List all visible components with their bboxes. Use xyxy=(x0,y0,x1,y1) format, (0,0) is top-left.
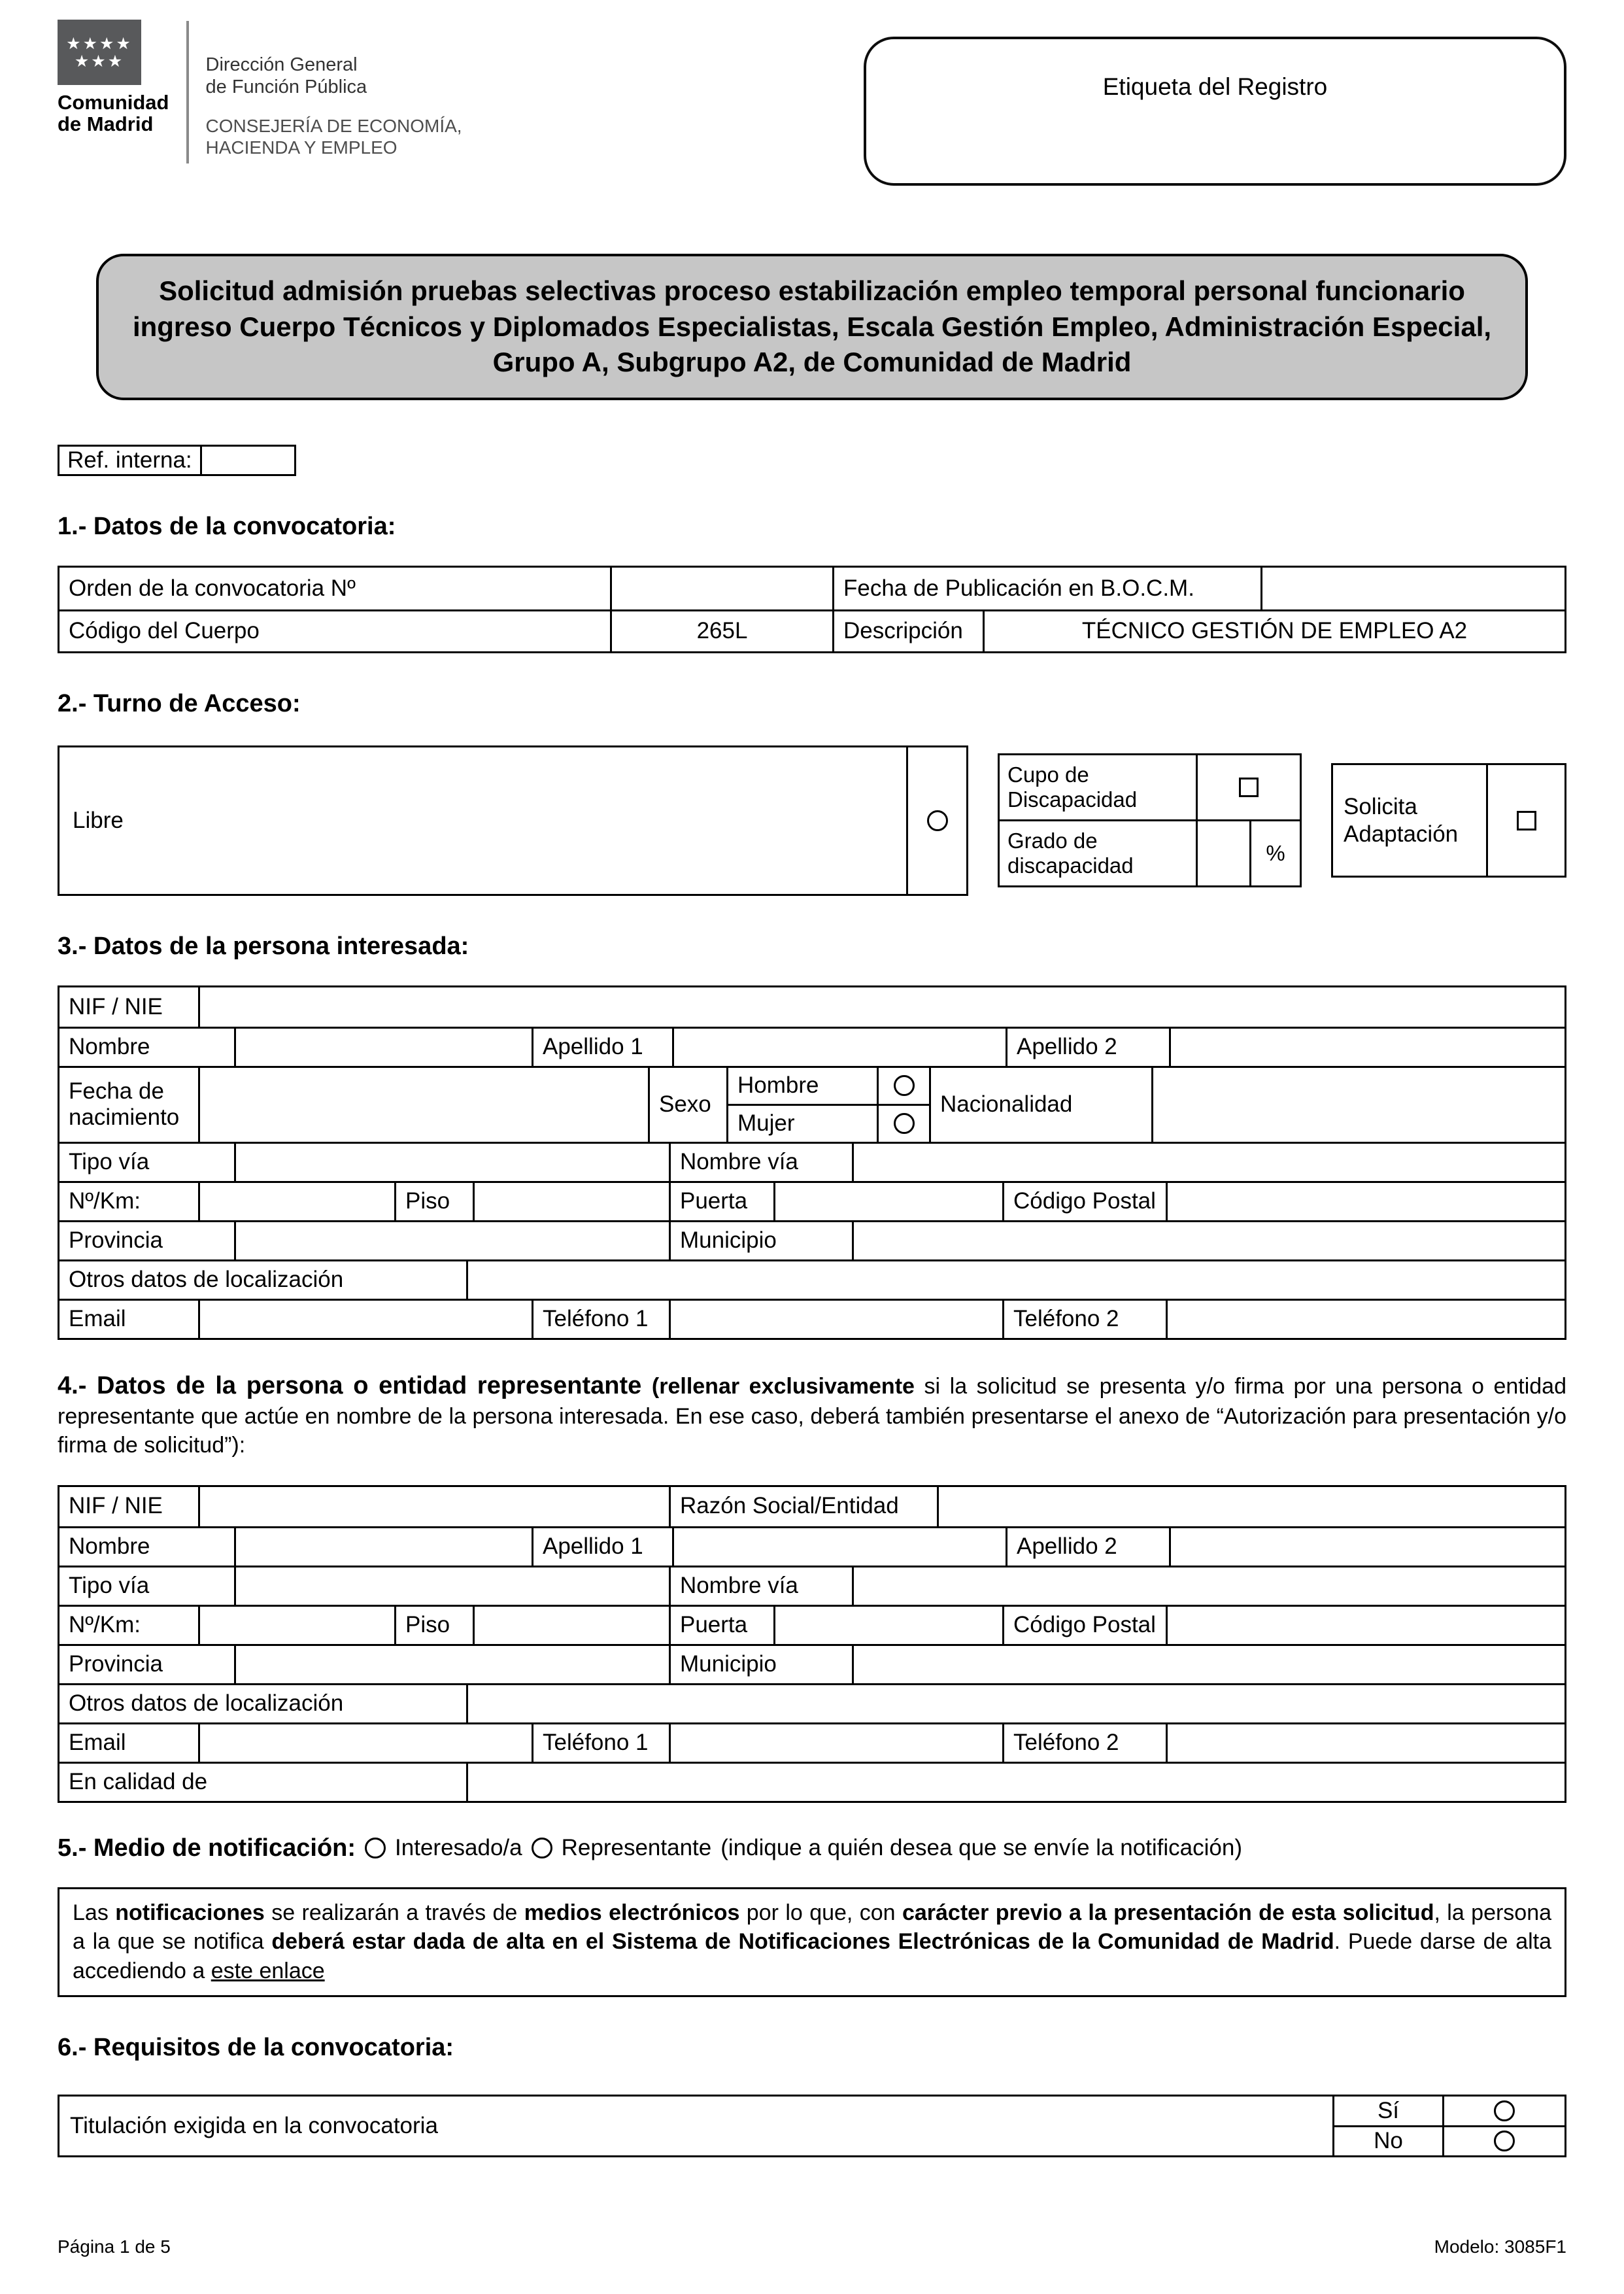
brand-name xyxy=(58,92,169,135)
titulacion-options xyxy=(1332,2097,1565,2155)
label-sexo-hombre: Hombre xyxy=(737,1072,819,1099)
input-s4-municipio[interactable] xyxy=(852,1646,1565,1683)
notificaciones-notice-box: Las notificaciones se realizarán a través de medios electrónicos por lo que, con carácter previo a la presentación de esta solicitud, la persona a la que se notifica deberá estar dada de alta en el Sistema de Notificaciones Electrónicas de la Comunidad de Madrid. Puede darse de alta accediendo a este enlace xyxy=(58,1887,1566,1998)
label-s3-apellido2: Apellido 2 xyxy=(1006,1029,1169,1066)
persona-interesada-table xyxy=(58,985,1566,1340)
input-s3-telefono1[interactable] xyxy=(669,1301,1002,1338)
input-s3-telefono2[interactable] xyxy=(1166,1301,1565,1338)
label-s4-email: Email xyxy=(69,1729,126,1755)
input-s3-fecha-nacimiento[interactable] xyxy=(198,1068,648,1142)
section-5-line xyxy=(58,1834,1566,1862)
registry-label-box xyxy=(864,37,1566,186)
solicita-adaptacion-box xyxy=(1331,763,1566,878)
row-titulacion-si xyxy=(1334,2097,1565,2125)
input-s3-nif[interactable] xyxy=(198,987,1565,1027)
input-s3-tipo-via[interactable] xyxy=(234,1144,669,1181)
input-s3-apellido2[interactable] xyxy=(1169,1029,1565,1066)
label-fecha-publicacion: Fecha de Publicación en B.O.C.M. xyxy=(832,568,1260,609)
brand-line-2: de Madrid xyxy=(58,112,154,136)
row-orden-fecha xyxy=(59,568,1565,609)
label-s3-fecha-nacimiento: Fecha de nacimiento xyxy=(69,1078,180,1131)
row-s3-numero xyxy=(59,1181,1565,1220)
row-s4-otros xyxy=(59,1683,1565,1722)
value-codigo-cuerpo: 265L xyxy=(610,611,832,651)
label-s3-municipio: Municipio xyxy=(669,1222,852,1259)
convocatoria-table xyxy=(58,566,1566,653)
page-footer xyxy=(58,2236,1566,2257)
label-no: No xyxy=(1374,2128,1403,2154)
input-ref-interna[interactable] xyxy=(200,447,294,474)
label-s3-apellido1: Apellido 1 xyxy=(532,1029,672,1066)
link-este-enlace[interactable]: este enlace xyxy=(211,1959,325,1984)
cell-checkbox-adaptacion xyxy=(1486,765,1565,876)
row-codigo-descripcion xyxy=(59,609,1565,651)
label-cupo-discapacidad: Cupo de Discapacidad xyxy=(1007,762,1138,812)
section-3-heading: 3.- Datos de la persona interesada: xyxy=(58,932,469,960)
section-5-heading: 5.- Medio de notificación: xyxy=(58,1834,356,1862)
input-s4-piso[interactable] xyxy=(473,1607,669,1644)
label-si: Sí xyxy=(1377,2097,1400,2123)
brand-line-1: Comunidad xyxy=(58,91,169,114)
input-s4-apellido1[interactable] xyxy=(672,1528,1006,1566)
input-s3-nombre[interactable] xyxy=(234,1029,532,1066)
checkbox-solicita-adaptacion[interactable] xyxy=(1517,811,1536,830)
label-s4-provincia: Provincia xyxy=(69,1651,163,1677)
label-s3-email: Email xyxy=(69,1306,126,1332)
row-s4-provincia xyxy=(59,1644,1565,1683)
cell-checkbox-cupo xyxy=(1196,755,1300,819)
input-s3-nacionalidad[interactable] xyxy=(1151,1068,1565,1142)
label-s3-nombre: Nombre xyxy=(69,1034,150,1060)
label-s4-en-calidad: En calidad de xyxy=(69,1768,208,1794)
page-number: Página 1 de 5 xyxy=(58,2236,171,2257)
label-s4-num-km: Nº/Km: xyxy=(69,1611,141,1637)
row-s4-nif xyxy=(59,1487,1565,1526)
row-s4-via xyxy=(59,1566,1565,1605)
cell-radio-mujer xyxy=(877,1106,929,1142)
input-s4-nif[interactable] xyxy=(198,1487,669,1526)
label-s3-puerta: Puerta xyxy=(669,1183,773,1220)
row-s3-contacto xyxy=(59,1299,1565,1338)
input-s3-puerta[interactable] xyxy=(773,1183,1002,1220)
label-s3-num-km: Nº/Km: xyxy=(69,1188,141,1214)
form-title: Solicitud admisión pruebas selectivas proceso estabilización empleo temporal personal funcionario ingreso Cuerpo Técnicos y Diplomados Especialistas, Escala Gestión Empleo, Administración Especial, Grupo A, Subgrupo A2, de Comunidad de Madrid xyxy=(96,254,1528,400)
label-s3-nombre-via: Nombre vía xyxy=(669,1144,852,1181)
label-s3-nif: NIF / NIE xyxy=(69,993,163,1019)
label-codigo-cuerpo: Código del Cuerpo xyxy=(69,618,260,644)
input-s4-apellido2[interactable] xyxy=(1169,1528,1565,1566)
input-s4-tipo-via[interactable] xyxy=(234,1567,669,1605)
input-s4-email[interactable] xyxy=(198,1724,532,1762)
input-grado-discapacidad[interactable] xyxy=(1196,821,1249,885)
row-grado xyxy=(1000,819,1300,885)
label-s3-telefono2: Teléfono 2 xyxy=(1002,1301,1166,1338)
input-s4-telefono1[interactable] xyxy=(669,1724,1002,1762)
flag-stars-bottom: ★★★ xyxy=(74,52,125,71)
input-s4-num-km[interactable] xyxy=(198,1607,394,1644)
input-s3-codigo-postal[interactable] xyxy=(1166,1183,1565,1220)
label-s3-tipo-via: Tipo vía xyxy=(69,1149,150,1175)
ref-interna-label: Ref. interna: xyxy=(67,447,192,473)
cell-radio-libre xyxy=(906,747,966,894)
label-s4-nif: NIF / NIE xyxy=(69,1493,163,1519)
row-s3-nacimiento-sexo xyxy=(59,1066,1565,1142)
label-turno-libre: Libre xyxy=(73,807,124,833)
input-s3-piso[interactable] xyxy=(473,1183,669,1220)
label-s3-codigo-postal: Código Postal xyxy=(1002,1183,1166,1220)
input-s3-otros-datos[interactable] xyxy=(466,1261,1565,1299)
radio-titulacion-no[interactable] xyxy=(1494,2131,1515,2151)
radio-sexo-hombre[interactable] xyxy=(894,1075,915,1096)
input-s3-apellido1[interactable] xyxy=(672,1029,1006,1066)
radio-turno-libre[interactable] xyxy=(927,810,948,831)
row-s4-contacto xyxy=(59,1722,1565,1762)
row-cupo xyxy=(1000,755,1300,819)
label-s4-tipo-via: Tipo vía xyxy=(69,1572,150,1598)
input-s4-nombre-via[interactable] xyxy=(852,1567,1565,1605)
label-s3-sexo: Sexo xyxy=(648,1068,726,1142)
comunidad-madrid-logo xyxy=(58,20,169,135)
row-s3-provincia xyxy=(59,1220,1565,1259)
input-s3-num-km[interactable] xyxy=(198,1183,394,1220)
representante-table xyxy=(58,1485,1566,1803)
org-consejeria-line2: HACIENDA Y EMPLEO xyxy=(205,137,398,158)
section-2-heading: 2.- Turno de Acceso: xyxy=(58,689,301,717)
cupo-discapacidad-box xyxy=(998,753,1302,887)
notificacion-hint: (indique a quién desea que se envíe la notificación) xyxy=(720,1835,1243,1861)
cell-radio-hombre xyxy=(877,1068,929,1104)
label-s3-provincia: Provincia xyxy=(69,1227,163,1254)
input-s3-municipio[interactable] xyxy=(852,1222,1565,1259)
label-s4-puerta: Puerta xyxy=(669,1607,773,1644)
row-s4-nombre xyxy=(59,1526,1565,1566)
input-s4-otros-datos[interactable] xyxy=(466,1685,1565,1722)
label-s4-telefono1: Teléfono 1 xyxy=(532,1724,669,1762)
label-s3-nacionalidad: Nacionalidad xyxy=(929,1068,1151,1142)
ref-interna-box xyxy=(58,445,296,476)
section-6-heading: 6.- Requisitos de la convocatoria: xyxy=(58,2034,454,2062)
label-s4-nombre-via: Nombre vía xyxy=(669,1567,852,1605)
model-number: Modelo: 3085F1 xyxy=(1434,2236,1566,2257)
row-s3-otros xyxy=(59,1259,1565,1299)
label-s4-municipio: Municipio xyxy=(669,1646,852,1683)
label-s4-apellido1: Apellido 1 xyxy=(532,1528,672,1566)
input-s4-razon-social[interactable] xyxy=(937,1487,1565,1526)
org-block xyxy=(206,54,462,159)
input-s4-codigo-postal[interactable] xyxy=(1166,1607,1565,1644)
label-s4-telefono2: Teléfono 2 xyxy=(1002,1724,1166,1762)
label-sexo-mujer: Mujer xyxy=(737,1110,795,1137)
label-s4-apellido2: Apellido 2 xyxy=(1006,1528,1169,1566)
row-s3-via xyxy=(59,1142,1565,1181)
label-descripcion: Descripción xyxy=(832,611,983,651)
org-direccion-line1: Dirección General xyxy=(205,54,358,75)
input-s3-email[interactable] xyxy=(198,1301,532,1338)
label-s4-piso: Piso xyxy=(394,1607,473,1644)
page-header xyxy=(58,20,1566,186)
row-s4-numero xyxy=(59,1605,1565,1644)
checkbox-cupo-discapacidad[interactable] xyxy=(1239,778,1259,797)
label-s4-razon-social: Razón Social/Entidad xyxy=(669,1487,937,1526)
madrid-flag-icon xyxy=(58,20,141,85)
radio-notificacion-interesado[interactable] xyxy=(365,1838,386,1858)
radio-titulacion-si[interactable] xyxy=(1494,2100,1515,2121)
org-direccion-line2: de Función Pública xyxy=(205,77,367,98)
input-s4-nombre[interactable] xyxy=(234,1528,532,1566)
input-orden-convocatoria[interactable] xyxy=(610,568,832,609)
label-notificacion-representante: Representante xyxy=(561,1835,712,1861)
row-sexo-mujer xyxy=(728,1104,929,1142)
value-descripcion: TÉCNICO GESTIÓN DE EMPLEO A2 xyxy=(983,611,1565,651)
row-s3-nombre xyxy=(59,1027,1565,1066)
flag-stars-top: ★★★★ xyxy=(66,34,133,53)
row-titulacion-no xyxy=(1334,2125,1565,2156)
label-s3-telefono1: Teléfono 1 xyxy=(532,1301,669,1338)
registry-label: Etiqueta del Registro xyxy=(1102,73,1328,100)
sexo-subtable xyxy=(726,1068,929,1142)
input-fecha-publicacion[interactable] xyxy=(1260,568,1565,609)
label-solicita-adaptacion: Solicita Adaptación xyxy=(1344,793,1459,847)
percent-sign: % xyxy=(1249,821,1300,885)
radio-sexo-mujer[interactable] xyxy=(894,1113,915,1134)
cell-radio-si xyxy=(1442,2097,1565,2125)
label-orden-convocatoria: Orden de la convocatoria Nº xyxy=(69,575,356,601)
row-s4-en-calidad xyxy=(59,1762,1565,1801)
section-4-intro: 4.- Datos de la persona o entidad representante (rellenar exclusivamente si la solicitud se presenta y/o firma por una persona o entidad representante que actúe en nombre de la persona interesada. En ese caso, deberá también presentarse el anexo de “Autorización para presentación y/o firma de solicitud”): xyxy=(58,1371,1566,1458)
org-consejeria-line1: CONSEJERÍA DE ECONOMÍA, xyxy=(205,116,462,137)
label-titulacion-exigida: Titulación exigida en la convocatoria xyxy=(70,2113,438,2139)
input-s3-nombre-via[interactable] xyxy=(852,1144,1565,1181)
input-s4-provincia[interactable] xyxy=(234,1646,669,1683)
label-s4-codigo-postal: Código Postal xyxy=(1002,1607,1166,1644)
turno-libre-box xyxy=(58,745,968,896)
label-s4-nombre: Nombre xyxy=(69,1533,150,1559)
cell-radio-no xyxy=(1442,2127,1565,2156)
input-s4-telefono2[interactable] xyxy=(1166,1724,1565,1762)
label-s4-otros-datos: Otros datos de localización xyxy=(69,1690,344,1716)
header-divider xyxy=(186,21,189,163)
input-s4-en-calidad[interactable] xyxy=(466,1764,1565,1801)
section-1-heading: 1.- Datos de la convocatoria: xyxy=(58,512,396,540)
radio-notificacion-representante[interactable] xyxy=(532,1838,552,1858)
row-sexo-hombre xyxy=(728,1068,929,1104)
input-s3-provincia[interactable] xyxy=(234,1222,669,1259)
turno-acceso-row xyxy=(58,745,1566,896)
label-s3-otros-datos: Otros datos de localización xyxy=(69,1267,344,1293)
requisitos-table xyxy=(58,2095,1566,2157)
label-grado-discapacidad: Grado de discapacidad xyxy=(1007,829,1134,878)
row-s3-nif xyxy=(59,987,1565,1027)
input-s4-puerta[interactable] xyxy=(773,1607,1002,1644)
label-notificacion-interesado: Interesado/a xyxy=(395,1835,522,1861)
label-s3-piso: Piso xyxy=(394,1183,473,1220)
